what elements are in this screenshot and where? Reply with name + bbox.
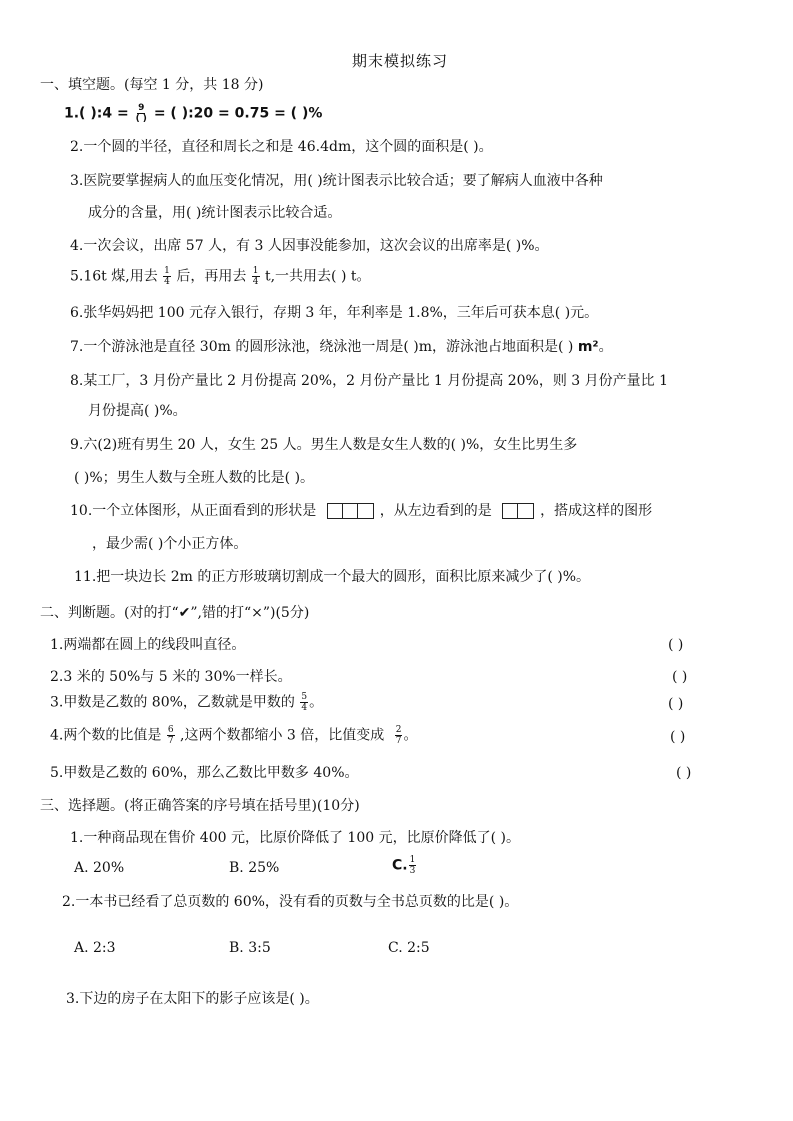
question-1-2: 2.一个圆的半径，直径和周长之和是 46.4dm，这个圆的面积是( )。 xyxy=(70,139,493,155)
question-1-6: 6.张华妈妈把 100 元存入银行，存期 3 年，年利率是 1.8%，三年后可获本息( )元。 xyxy=(70,305,599,321)
q1-fraction xyxy=(135,103,148,124)
judge-2-answer[interactable]: ( ) xyxy=(672,669,688,685)
q5-part-c: t,一共用去( ) t。 xyxy=(264,268,371,285)
judge-5-answer[interactable]: ( ) xyxy=(676,765,692,781)
judge-1-answer[interactable]: ( ) xyxy=(668,637,684,653)
judge-3-frac-num: 5 xyxy=(301,692,308,702)
choice-3: 3.下边的房子在太阳下的影子应该是( )。 xyxy=(66,991,319,1007)
judge-4-end: 。 xyxy=(403,727,418,744)
choice-1-option-c-num: 1 xyxy=(409,855,416,865)
q5-part-a: 5.16t 煤,用去 xyxy=(70,268,158,285)
judge-3-end: 。 xyxy=(309,694,324,711)
judge-1: 1.两端都在圆上的线段叫直径。 xyxy=(50,637,246,653)
question-1-5 xyxy=(70,266,371,287)
section1-heading: 一、填空题。(每空 1 分，共 18 分) xyxy=(40,77,264,93)
question-1-11: 11.把一块边长 2m 的正方形玻璃切割成一个最大的圆形，面积比原来减少了( )%。 xyxy=(74,569,591,585)
left-view-shape xyxy=(502,503,534,519)
q5-frac2-num: 1 xyxy=(252,266,259,276)
q5-fraction-1 xyxy=(163,266,171,287)
question-1-10-line2: ，最少需( )个小正方体。 xyxy=(92,536,248,552)
page-title: 期末模拟练习 xyxy=(352,52,449,70)
q5-part-b: 后，再用去 xyxy=(176,268,247,285)
q10-part-b: ，从左边看到的是 xyxy=(379,503,492,519)
judge-4-frac2-num: 2 xyxy=(395,725,402,735)
judge-3 xyxy=(50,692,323,713)
question-1-8-line1: 8.某工厂，3 月份产量比 2 月份提高 20%，2 月份产量比 1 月份提高 20%，则 3 月份产量比 1 xyxy=(70,373,668,389)
choice-2: 2.一本书已经看了总页数的 60%，没有看的页数与全书总页数的比是( )。 xyxy=(62,894,519,910)
judge-2: 2.3 米的 50%与 5 米的 30%一样长。 xyxy=(50,669,292,685)
judge-3-answer[interactable]: ( ) xyxy=(668,696,684,712)
question-1-1 xyxy=(64,103,322,124)
question-1-10 xyxy=(70,502,652,520)
choice-2-option-a[interactable]: A. 2:3 xyxy=(74,940,116,956)
q10-part-a: 10.一个立体图形，从正面看到的形状是 xyxy=(70,503,317,519)
q1-frac-num: 9 xyxy=(138,103,145,113)
judge-4-frac1-den: 7 xyxy=(167,736,174,746)
judge-4-text-a: 4.两个数的比值是 xyxy=(50,727,162,744)
judge-4-fraction-2 xyxy=(395,725,403,746)
judge-4-fraction-1 xyxy=(167,725,175,746)
judge-4-frac2-den: 7 xyxy=(395,736,402,746)
judge-4-answer[interactable]: ( ) xyxy=(670,729,686,745)
q7-text: 7.一个游泳池是直径 30m 的圆形泳池，绕泳池一周是( )m，游泳池占地面积是( ) xyxy=(70,339,574,355)
choice-1-option-b[interactable]: B. 25% xyxy=(229,860,280,876)
q7-end: 。 xyxy=(598,339,613,355)
judge-4-frac1-num: 6 xyxy=(167,725,174,735)
choice-2-option-b[interactable]: B. 3:5 xyxy=(229,940,271,956)
q1-part-a: 1.( ):4 = xyxy=(64,105,129,122)
question-1-9-line2: ( )%；男生人数与全班人数的比是( )。 xyxy=(74,470,315,486)
q1-frac-den: ( ) xyxy=(135,114,147,124)
question-1-4: 4.一次会议，出席 57 人，有 3 人因事没能参加，这次会议的出席率是( )%。 xyxy=(70,238,549,254)
choice-1-option-c[interactable] xyxy=(392,855,417,876)
judge-3-fraction xyxy=(300,692,308,713)
q10-part-c: ，搭成这样的图形 xyxy=(540,503,653,519)
choice-1-option-a[interactable]: A. 20% xyxy=(74,860,125,876)
judge-5: 5.甲数是乙数的 60%，那么乙数比甲数多 40%。 xyxy=(50,765,359,781)
judge-4 xyxy=(50,725,417,746)
choice-1-option-c-den: 3 xyxy=(409,866,416,876)
question-1-7 xyxy=(70,338,613,356)
q5-frac1-num: 1 xyxy=(164,266,170,276)
q7-unit: m² xyxy=(577,339,599,355)
section2-heading: 二、判断题。(对的打“✔”,错的打“×”)(5分) xyxy=(40,605,310,621)
q5-fraction-2 xyxy=(252,266,260,287)
choice-2-option-c[interactable]: C. 2:5 xyxy=(388,940,430,956)
judge-3-frac-den: 4 xyxy=(301,703,308,713)
front-view-shape xyxy=(327,503,374,519)
question-1-3-line2: 成分的含量，用( )统计图表示比较合适。 xyxy=(88,205,342,221)
question-1-8-line2: 月份提高( )%。 xyxy=(88,403,187,419)
question-1-9-line1: 9.六(2)班有男生 20 人，女生 25 人。男生人数是女生人数的( )%，女生比男生多 xyxy=(70,437,578,453)
section3-heading: 三、选择题。(将正确答案的序号填在括号里)(10分) xyxy=(40,798,360,814)
choice-1-option-c-label: C. xyxy=(392,857,408,874)
judge-3-text: 3.甲数是乙数的 80%，乙数就是甲数的 xyxy=(50,694,295,711)
choice-1-option-c-fraction xyxy=(409,855,417,876)
q5-frac2-den: 4 xyxy=(252,277,259,287)
question-1-3-line1: 3.医院要掌握病人的血压变化情况，用( )统计图表示比较合适；要了解病人血液中各种 xyxy=(70,173,603,189)
judge-4-text-b: ,这两个数都缩小 3 倍，比值变成 xyxy=(180,727,385,744)
choice-1: 1.一种商品现在售价 400 元，比原价降低了 100 元，比原价降低了( )。 xyxy=(70,830,520,846)
q5-frac1-den: 4 xyxy=(164,277,170,287)
q1-part-b: = ( ):20 = 0.75 = ( )% xyxy=(153,105,323,122)
